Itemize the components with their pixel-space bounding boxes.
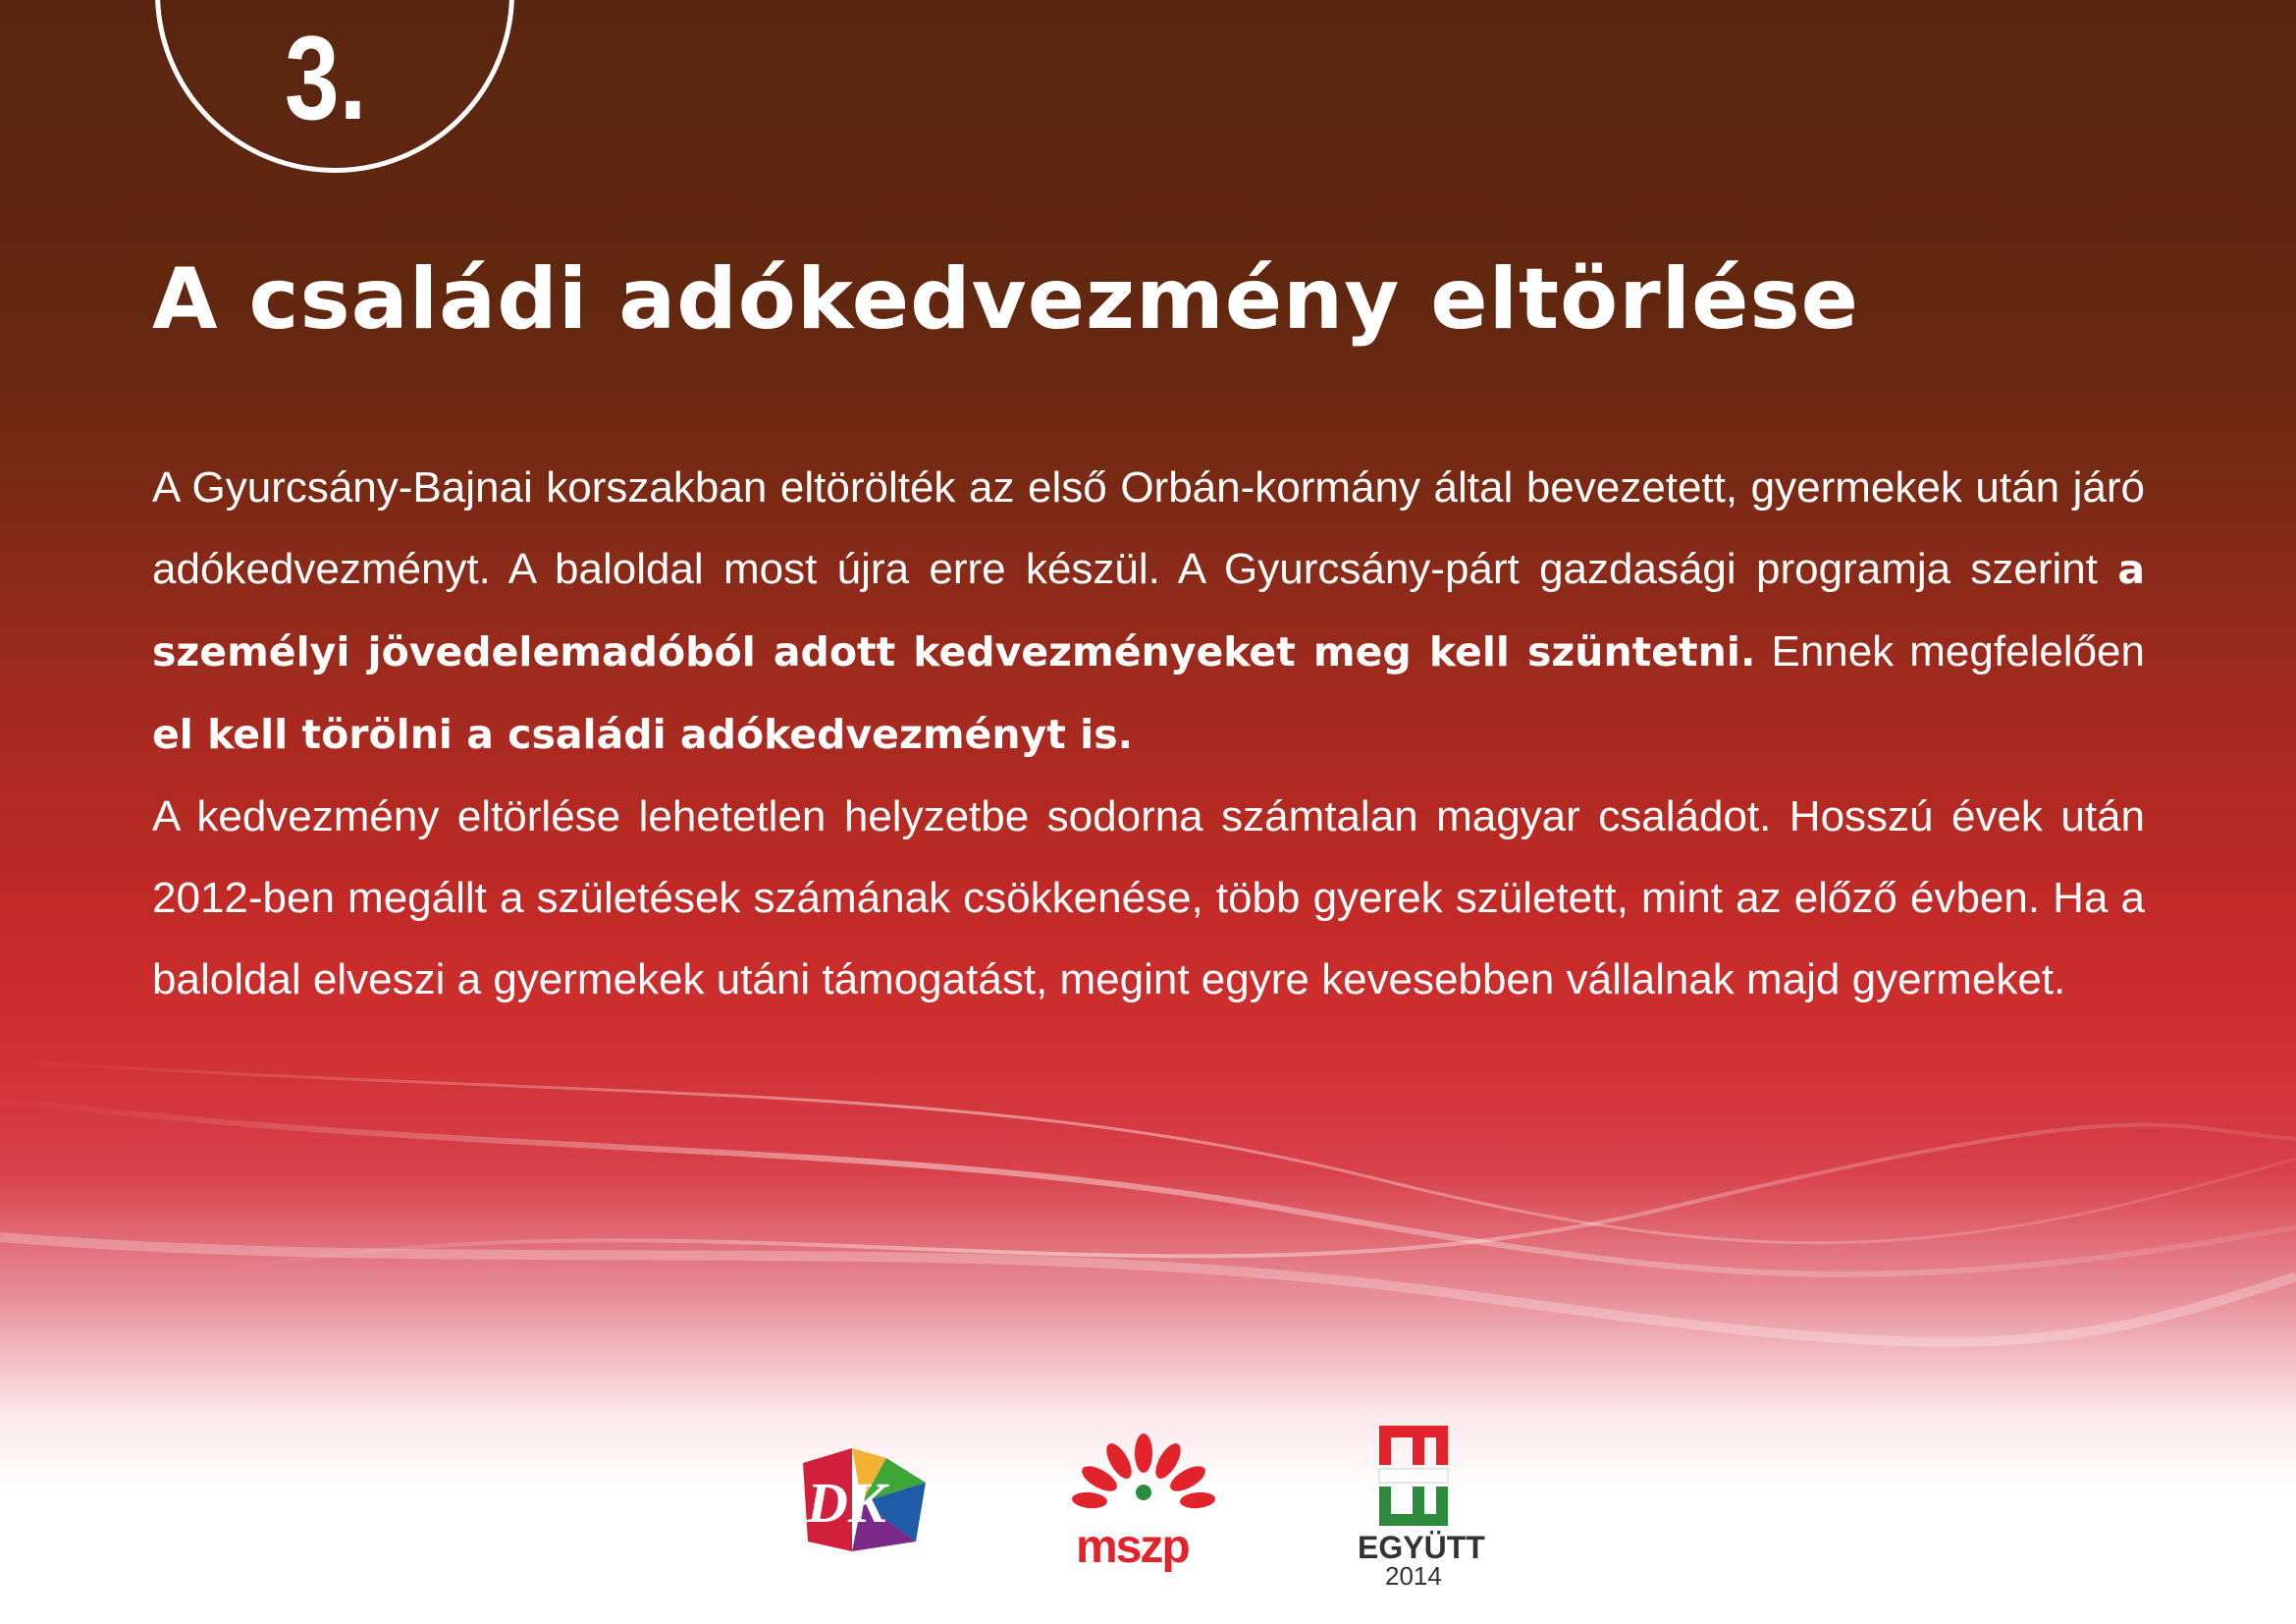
body-paragraph — [152, 447, 2145, 1020]
body-bold-2: el kell törölni a családi adókedvezményt is. — [152, 711, 1134, 758]
dk-logo-text: DK — [807, 1471, 886, 1535]
egyutt-logo-icon — [1350, 1422, 1487, 1530]
party-logos — [0, 1414, 2296, 1610]
page-title: A családi adókedvezmény eltörlése — [152, 250, 1859, 349]
body-text-part-1: A Gyurcsány-Bajnai korszakban eltörölték az első Orbán-kormány által bevezetett, gyermekek után járó adókedvezményt. A baloldal most újra erre készül. A Gyurcsány-párt gazdasági programja szerint — [152, 463, 2145, 593]
mszp-logo — [1070, 1432, 1217, 1579]
egyutt-logo — [1350, 1422, 1487, 1589]
egyutt-logo-year: 2014 — [1385, 1561, 1442, 1591]
body-paragraph-2: A kedvezmény eltörlése lehetetlen helyzetbe sodorna számtalan magyar családot. Hosszú évek után 2012-ben megállt a születések számának csökkenése, több gyerek született, mint az előző évben. Ha a baloldal elveszi a gyermekek utáni támogatást, megint egyre kevesebben vállalnak majd gyermeket. — [152, 792, 2145, 1003]
carnation-icon — [1070, 1432, 1217, 1530]
egyutt-logo-text: EGYÜTT — [1358, 1530, 1485, 1565]
number-badge: 3. — [285, 11, 367, 144]
body-text-part-2: Ennek megfelelően — [1755, 627, 2145, 676]
dk-logo-icon — [793, 1443, 931, 1561]
body-bold-1: a személyi jövedelemadóból adott kedvezményeket meg kell szüntetni. — [152, 546, 2145, 676]
dk-logo — [793, 1443, 931, 1561]
mszp-logo-text: mszp — [1076, 1521, 1189, 1573]
